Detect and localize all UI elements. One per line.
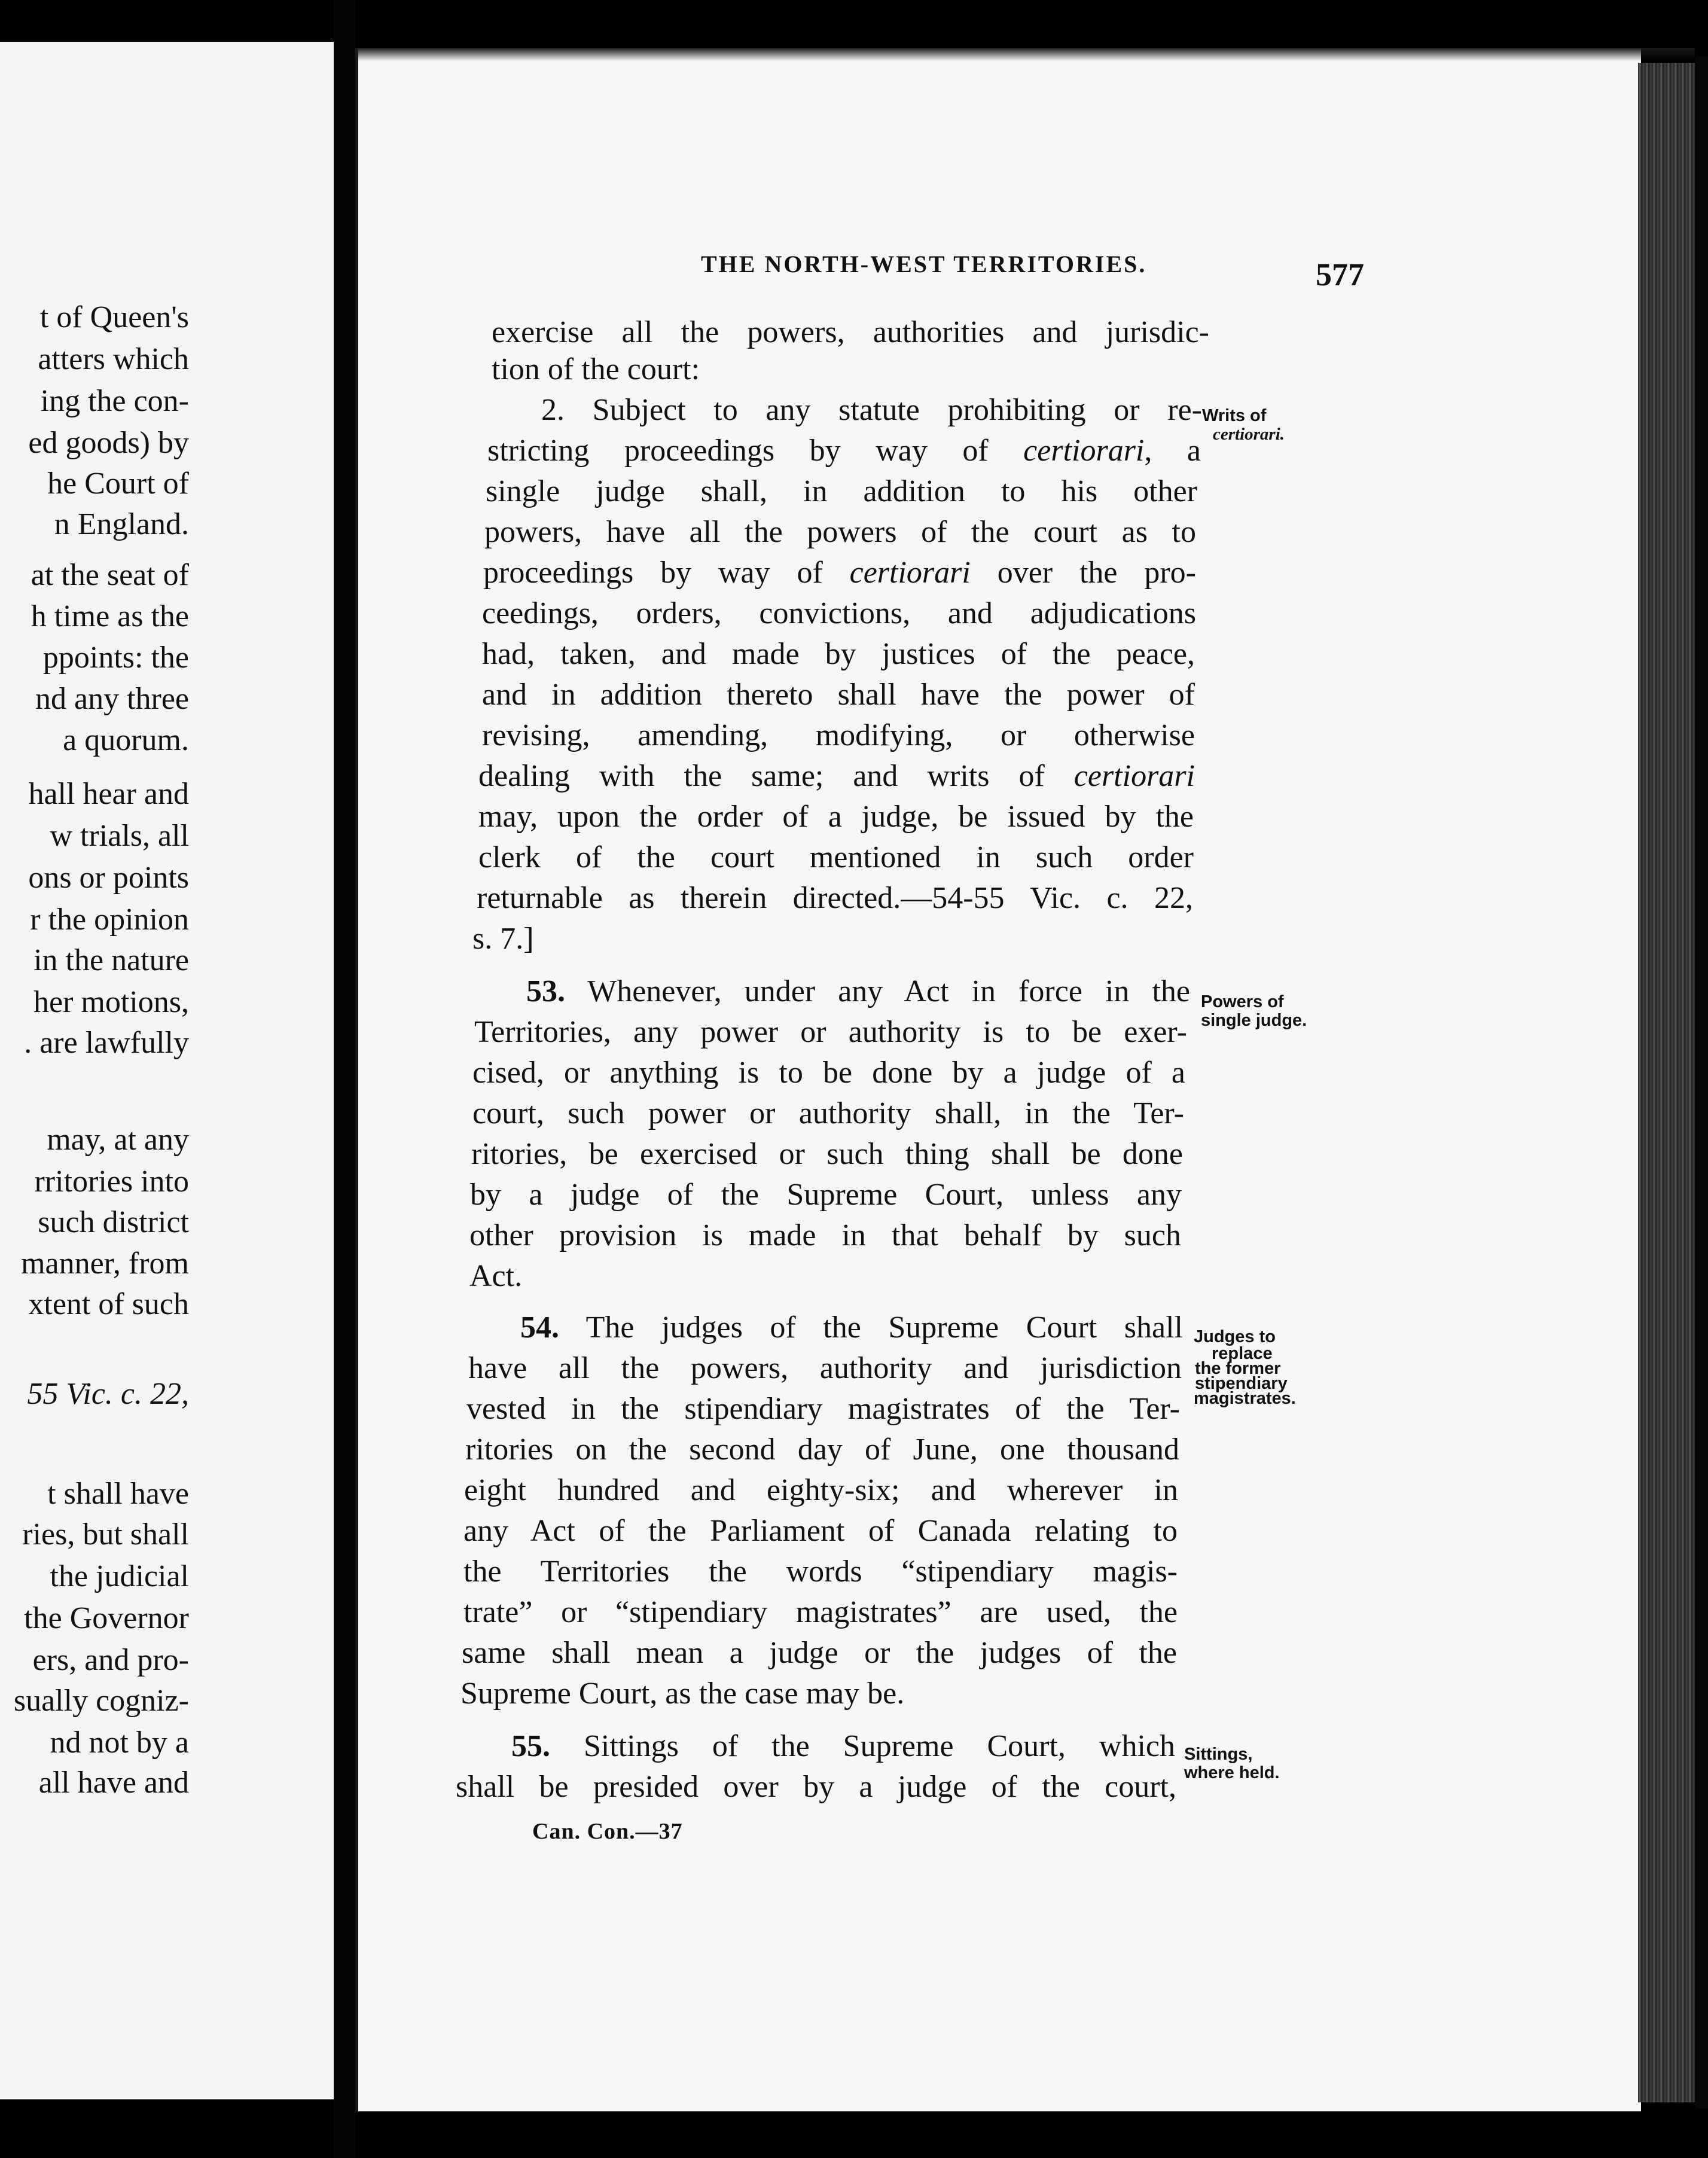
margin-note-line: Sittings, [1184,1745,1253,1764]
body-line [511,1731,1175,1762]
left-line: atters which [38,342,189,376]
italic-term: certiorari [1073,759,1195,793]
left-line: xtent of such [28,1287,189,1321]
left-line: ers, and pro- [32,1643,189,1677]
body-line: any Act of the Parliament of Canada relating to [463,1514,1178,1548]
margin-note-judges [1194,1328,1296,1406]
body-line: tion of the court: [492,352,700,386]
left-line: hall hear and [28,777,189,811]
left-line: the Governor [24,1601,189,1635]
body-line: exercise all the powers, authorities and jurisdic- [492,315,1209,349]
body-line: Territories, any power or authority is to be exer- [474,1015,1187,1049]
left-line: may, at any [47,1123,189,1157]
left-line: w trials, all [50,819,189,853]
left-line: t shall have [47,1477,189,1511]
margin-note-line: Powers of [1201,992,1284,1011]
left-line: 55 Vic. c. 22, [27,1377,189,1411]
margin-note-line: certiorari. [1213,425,1285,444]
left-line: r the opinion [30,903,189,937]
margin-note-line: the former [1195,1359,1281,1378]
left-line: all have and [38,1766,189,1800]
body-line: eight hundred and eighty-six; and wherever in [464,1473,1178,1507]
body-line: vested in the stipendiary magistrates of the Ter- [466,1392,1180,1426]
left-line: ing the con- [40,384,189,418]
margin-note-line: stipendiary [1195,1374,1288,1393]
left-line: nd not by a [50,1726,189,1760]
body-line: single judge shall, in addition to his other [486,474,1197,508]
book-gutter [334,0,355,2158]
body-fragment: , a [1144,434,1201,468]
left-line: ed goods) by [28,426,189,460]
body-fragment: Sittings of the Supreme Court, which [550,1729,1175,1763]
left-line: such district [38,1205,189,1239]
body-fragment: over the pro- [970,556,1196,590]
body-line: powers, have all the powers of the court as to [484,515,1196,549]
page-number: 577 [1316,257,1364,292]
italic-term: certiorari [849,556,971,590]
left-line: a quorum. [63,723,189,757]
margin-note-line: Writs of [1202,406,1267,425]
body-line [478,761,1195,792]
section-number: 53. [526,974,565,1008]
body-fragment: proceedings by way of [483,556,850,590]
left-line: her motions, [33,985,189,1019]
left-line: ppoints: the [42,641,189,675]
running-head: THE NORTH-WEST TERRITORIES. [701,251,1147,278]
body-line: and in addition thereto shall have the power of [482,678,1195,712]
left-line: in the nature [33,943,189,977]
body-line: shall be presided over by a judge of the court, [456,1770,1176,1804]
margin-note-writs [1202,407,1285,444]
body-fragment: dealing with the same; and writs of [478,759,1074,793]
body-line: other provision is made in that behalf by such [469,1218,1181,1252]
body-line [526,976,1190,1007]
left-line: he Court of [47,467,189,501]
body-line: by a judge of the Supreme Court, unless any [470,1178,1182,1212]
left-line: at the seat of [30,558,189,592]
book-page-edges [1638,63,1695,2102]
margin-note-line: replace [1212,1344,1273,1363]
body-line: had, taken, and made by justices of the peace, [482,637,1195,671]
body-line: may, upon the order of a judge, be issued by the [478,800,1194,834]
body-line: trate” or “stipendiary magistrates” are used, the [463,1595,1178,1629]
body-line: ritories on the second day of June, one thousand [465,1432,1179,1467]
body-line: ritories, be exercised or such thing shall be done [471,1137,1183,1171]
body-line [487,435,1201,467]
body-line: revising, amending, modifying, or otherwise [482,718,1195,752]
body-line: cised, or anything is to be done by a judge of a [472,1056,1185,1090]
body-line: ceedings, orders, convictions, and adjudications [482,596,1196,630]
italic-term: certiorari [1023,434,1145,468]
left-line: h time as the [30,599,189,633]
left-line: the judicial [50,1559,189,1593]
body-fragment: The judges of the Supreme Court shall [559,1310,1183,1345]
body-line: 2. Subject to any statute prohibiting or re- [541,393,1202,427]
left-line: manner, from [21,1246,189,1281]
left-line: . are lawfully [24,1026,189,1060]
margin-note-powers [1201,993,1307,1030]
body-line: Act. [469,1259,523,1293]
margin-note-line: where held. [1184,1763,1280,1782]
body-fragment: stricting proceedings by way of [487,434,1024,468]
body-line: court, such power or authority shall, in the Ter- [472,1096,1184,1130]
book-cover-edge [1695,57,1708,2108]
section-number: 54. [520,1310,559,1345]
body-line [483,557,1196,589]
margin-note-sittings [1184,1745,1280,1782]
left-line: ries, but shall [22,1517,189,1552]
body-line: same shall mean a judge or the judges of the [462,1636,1177,1670]
body-line: Supreme Court, as the case may be. [460,1677,905,1711]
signature-mark: Can. Con.—37 [532,1819,683,1844]
section-number: 55. [511,1729,550,1763]
margin-note-line: Judges to [1194,1327,1276,1346]
body-fragment: Whenever, under any Act in force in the [565,974,1190,1008]
left-line: t of Queen's [39,300,189,334]
body-line: have all the powers, authority and jurisdiction [468,1351,1182,1385]
margin-note-line: magistrates. [1194,1389,1296,1408]
left-line: ons or points [28,861,189,895]
body-line: clerk of the court mentioned in such order [478,840,1194,874]
left-line: rritories into [34,1165,189,1199]
body-line [520,1312,1183,1343]
body-line: returnable as therein directed.—54-55 Vic. c. 22, [477,881,1193,915]
body-line: s. 7.] [472,922,534,956]
page-top-shadow [355,48,1695,61]
body-line: the Territories the words “stipendiary magis- [463,1555,1178,1589]
left-line: sually cogniz- [13,1684,189,1718]
left-line: n England. [54,507,189,541]
left-line: nd any three [35,682,189,716]
margin-note-line: single judge. [1201,1011,1307,1030]
